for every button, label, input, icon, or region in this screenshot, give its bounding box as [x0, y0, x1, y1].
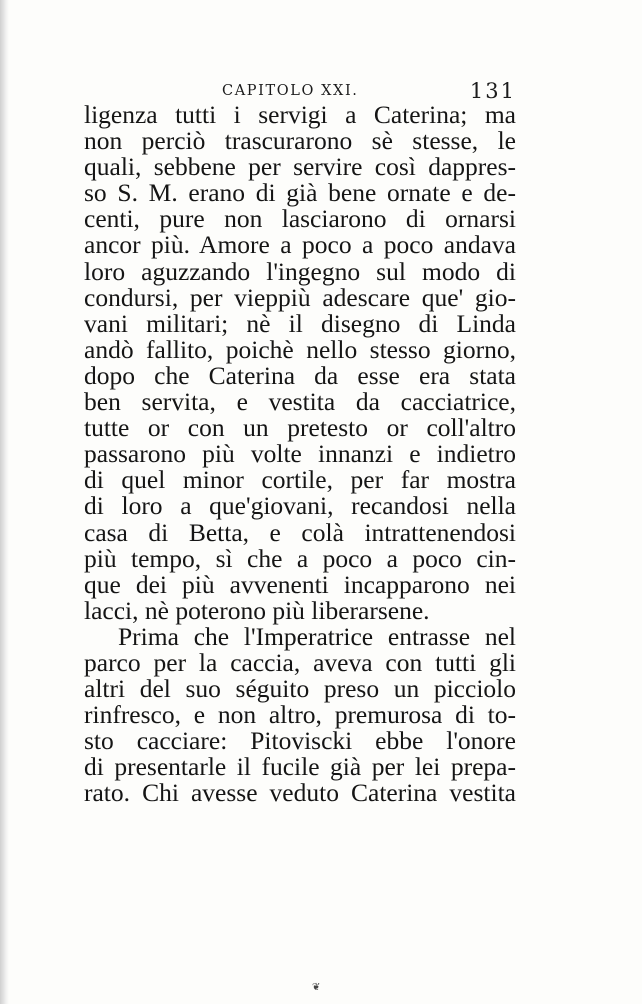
text-line: que dei più avvenenti incapparono nei [84, 569, 516, 599]
text-line: rato. Chi avesse veduto Caterina vestita [84, 778, 516, 808]
page-gutter-shadow [0, 0, 9, 1004]
text-line: altri del suo séguito preso un picciolo [84, 674, 516, 704]
paragraph-2 [84, 621, 516, 808]
text-line: loro aguzzando l'ingegno sul modo di [84, 256, 516, 286]
page-number: 131 [469, 79, 516, 103]
text-line: Prima che l'Imperatrice entrasse nel [118, 621, 516, 651]
text-line: so S. M. erano di già bene ornate e de- [84, 178, 516, 208]
text-line: di loro a que'giovani, recandosi nella [84, 491, 516, 521]
text-line: condursi, per vieppiù adescare que' gio- [84, 282, 516, 312]
text-line: più tempo, sì che a poco a poco cin- [84, 543, 516, 573]
text-line: passarono più volte innanzi e indietro [84, 439, 516, 469]
text-line: andò fallito, poichè nello stesso giorno, [84, 334, 516, 364]
text-line: casa di Betta, e colà intrattenendosi [84, 517, 516, 547]
text-line: quali, sebbene per servire così dappres- [84, 152, 516, 182]
text-line: rinfresco, e non altro, premurosa di to- [84, 700, 516, 730]
text-line: lacci, nè poterono più liberarsene. [84, 595, 430, 625]
text-line: sto cacciare: Pitoviscki ebbe l'onore [84, 726, 516, 756]
body-text [84, 102, 516, 807]
paragraph-1 [84, 102, 516, 624]
text-line: ancor più. Amore a poco a poco andava [84, 230, 516, 260]
printer-ornament: ❦ [312, 982, 321, 993]
chapter-running-title: CAPITOLO XXI. [222, 83, 359, 99]
text-line: ligenza tutti i servigi a Caterina; ma [84, 100, 516, 129]
text-line: vani militari; nè il disegno di Linda [84, 308, 516, 338]
text-line: di presentarle il fucile già per lei prepa- [84, 752, 516, 782]
text-line: parco per la caccia, aveva con tutti gli [84, 647, 516, 677]
text-line: ben servita, e vestita da cacciatrice, [84, 387, 516, 417]
text-line: non perciò trascurarono sè stesse, le [84, 126, 516, 156]
text-line: dopo che Caterina da esse era stata [84, 360, 516, 390]
text-line: tutte or con un pretesto or coll'altro [84, 413, 516, 443]
text-line: centi, pure non lasciarono di ornarsi [84, 204, 516, 234]
text-line: di quel minor cortile, per far mostra [84, 465, 516, 495]
